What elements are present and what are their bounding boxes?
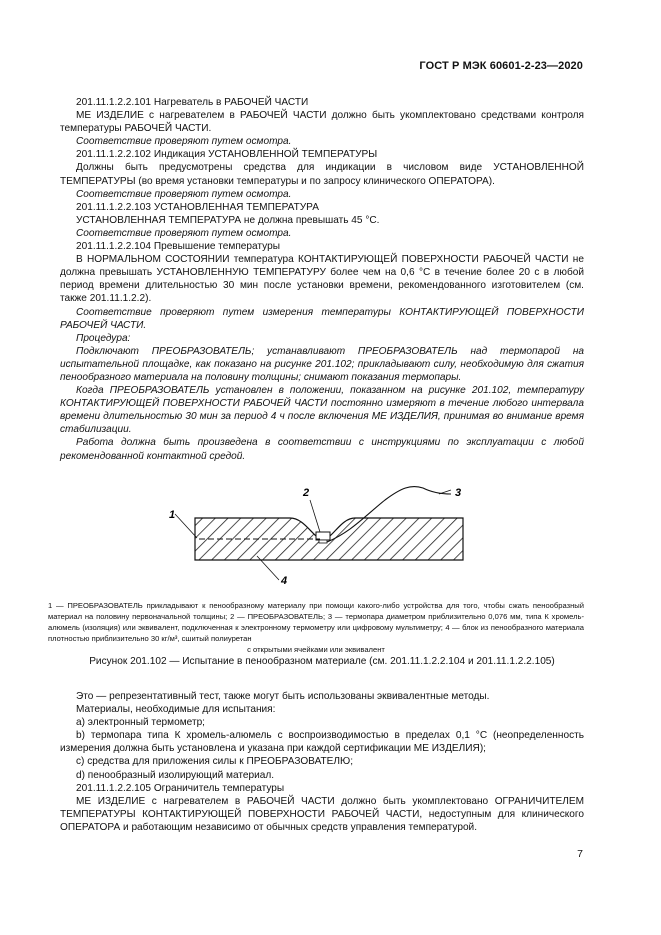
compliance-note: Соответствие проверяют путем осмотра.	[76, 136, 292, 148]
foam-test-figure	[155, 476, 475, 588]
list-item: b) термопара типа К хромель-алюмель с воспроизводимостью в пределах 0,1 °С (неопределенность измерения должна быть установлена и указана при каждой сертификации МЕ ИЗДЕЛИЯ);	[60, 730, 584, 755]
paragraph: В НОРМАЛЬНОМ СОСТОЯНИИ температура КОНТАКТИРУЮЩЕЙ ПОВЕРХНОСТИ РАБОЧЕЙ ЧАСТИ не должна превышать УСТАНОВЛЕННУЮ ТЕМПЕРАТУРУ более чем на 0,6 °С в течение более 20 с в любой период времени длительностью 30 мин после установки времени, рекомендованного изготовителем (см. также 201.11.1.2.2).	[60, 254, 584, 305]
bottom-text-block	[60, 690, 584, 834]
heading-201-11-1-2-2-104: 201.11.1.2.2.104 Превышение температуры	[76, 241, 280, 253]
leader-line-2	[310, 500, 320, 532]
heading-201-11-1-2-2-102: 201.11.1.2.2.102 Индикация УСТАНОВЛЕННОЙ ТЕМПЕРАТУРЫ	[76, 149, 378, 161]
procedure-step: Подключают ПРЕОБРАЗОВАТЕЛЬ; устанавливают ПРЕОБРАЗОВАТЕЛЬ над термопарой на испытательной площадке, как показано на рисунке 201.102; прикладывают силу, необходимую для сжатия пенообразного материала на половину толщины; снимают показания термопары.	[60, 345, 584, 383]
heading-201-11-1-2-2-101: 201.11.1.2.2.101 Нагреватель в РАБОЧЕЙ ЧАСТИ	[76, 97, 309, 108]
figure-label-1: 1	[169, 509, 176, 521]
figure-label-2: 2	[303, 487, 310, 499]
paragraph: Это — репрезентативный тест, также могут быть использованы эквивалентные методы.	[76, 691, 490, 702]
paragraph: МЕ ИЗДЕЛИЕ с нагревателем в РАБОЧЕЙ ЧАСТИ должно быть укомплектовано ОГРАНИЧИТЕЛЕМ ТЕМПЕРАТУРЫ КОНТАКТИРУЮЩЕЙ ПОВЕРХНОСТИ РАБОЧЕЙ ЧАСТИ, недоступным для клинического ОПЕРАТОРА и работающим независимо от обычных средств управления температурой.	[60, 795, 584, 833]
list-item: с) средства для приложения силы к ПРЕОБРАЗОВАТЕЛЮ;	[76, 756, 354, 768]
document-header: ГОСТ Р МЭК 60601-2-23—2020	[419, 60, 583, 72]
compliance-note: Соответствие проверяют путем осмотра.	[76, 227, 292, 239]
procedure-label: Процедура:	[76, 332, 131, 344]
figure-legend-tail: с открытыми ячейками или эквивалент	[247, 645, 385, 654]
procedure-step: Когда ПРЕОБРАЗОВАТЕЛЬ установлен в положении, показанном на рисунке 201.102, температуру КОНТАКТИРУЮЩЕЙ ПОВЕРХНОСТИ РАБОЧЕЙ ЧАСТИ постоянно измеряют в течение любого интервала времени длительностью 30 мин за период 4 ч после включения МЕ ИЗДЕЛИЯ, принимая во внимание время стабилизации.	[60, 385, 584, 436]
figure-label-4: 4	[281, 575, 288, 587]
figure-legend-text: 1 — ПРЕОБРАЗОВАТЕЛЬ прикладывают к пенообразному материалу при помощи какого-либо устройства для того, чтобы сжать пенообразный материал на половину первоначальной толщины; 2 — ПРЕОБРАЗОВАТЕЛЬ; 3 — термопара диаметром приблизительно 0,076 мм, типа К хромель-алюмель (изоляция) или эквивалент, подключенная к электронному термометру или цифровому мультиметру; 4 — блок из пенообразного материала плотностью приблизительно 30 кг/м³, сшитый полиуретан	[48, 601, 584, 643]
compliance-note: Соответствие проверяют путем измерения температуры КОНТАКТИРУЮЩЕЙ ПОВЕРХНОСТИ РАБОЧЕЙ ЧАСТИ.	[60, 306, 584, 331]
paragraph: Материалы, необходимые для испытания:	[76, 704, 276, 716]
figure-legend	[48, 600, 584, 655]
heading-201-11-1-2-2-103: 201.11.1.2.2.103 УСТАНОВЛЕННАЯ ТЕМПЕРАТУРА	[76, 201, 319, 213]
paragraph: МЕ ИЗДЕЛИЕ с нагревателем в РАБОЧЕЙ ЧАСТИ должно быть укомплектовано средствами контроля температуры РАБОЧЕЙ ЧАСТИ.	[60, 110, 584, 135]
compliance-note: Соответствие проверяют путем осмотра.	[76, 188, 292, 200]
figure-title: Рисунок 201.102 — Испытание в пенообразном материале (см. 201.11.1.2.2.104 и 201.11.1.2.2.105)	[89, 656, 555, 667]
procedure-step: Работа должна быть произведена в соответствии с инструкциями по эксплуатации с любой рекомендованной контактной средой.	[60, 437, 584, 462]
list-item: а) электронный термометр;	[76, 717, 205, 729]
thermocouple-junction	[319, 540, 327, 543]
top-text-block	[60, 96, 584, 463]
heading-201-11-1-2-2-105: 201.11.1.2.2.105 Ограничитель температуры	[76, 782, 285, 794]
figure-label-3: 3	[455, 487, 462, 499]
list-item: d) пенообразный изолирующий материал.	[76, 769, 275, 781]
paragraph: Должны быть предусмотрены средства для индикации в числовом виде УСТАНОВЛЕННОЙ ТЕМПЕРАТУРЫ (во время установки температуры и по запросу клинического ОПЕРАТОРА).	[60, 162, 584, 187]
paragraph: УСТАНОВЛЕННАЯ ТЕМПЕРАТУРА не должна превышать 45 °С.	[76, 214, 380, 226]
page-number: 7	[577, 848, 583, 860]
leader-line-1	[175, 514, 197, 538]
